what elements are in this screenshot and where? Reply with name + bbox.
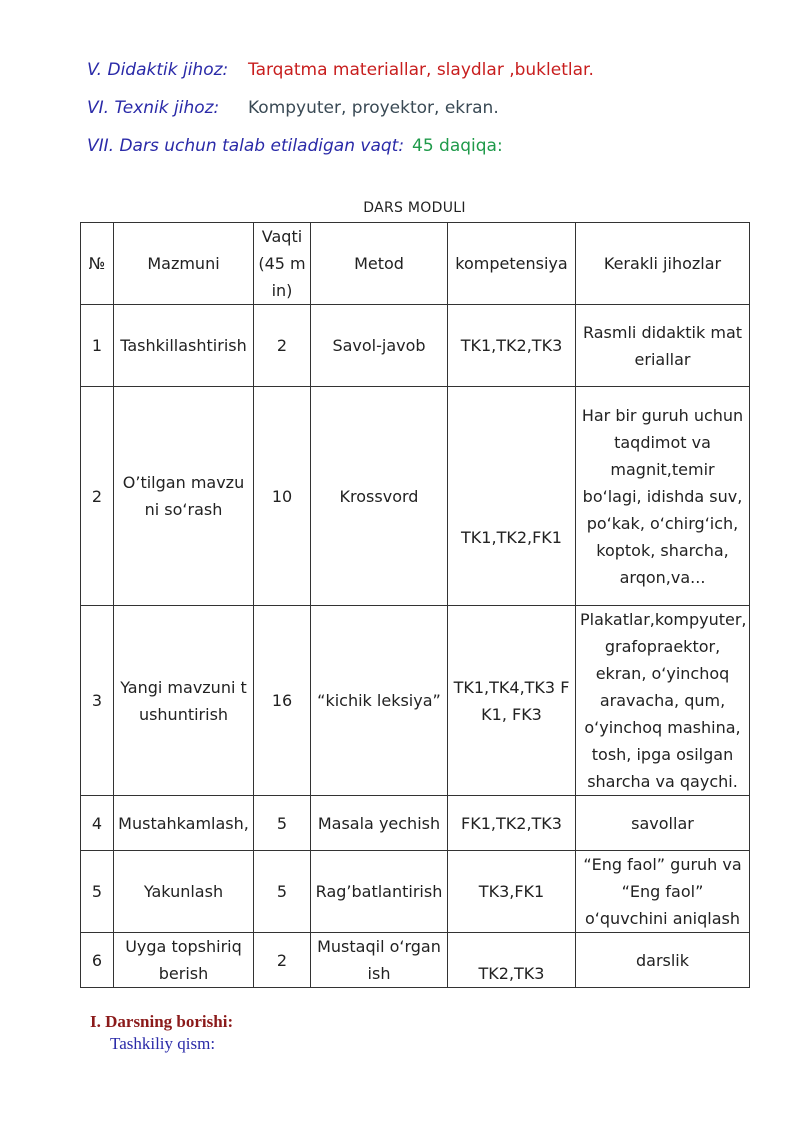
header-number: № <box>81 223 114 305</box>
texnik-jihoz-line <box>87 98 499 118</box>
header-kompetensiya: kompetensiya <box>448 223 576 305</box>
table-row <box>81 796 750 851</box>
row-metod: Rag’batlantirish <box>311 851 448 933</box>
didaktik-jihoz-line <box>87 60 594 80</box>
row-jihozlar: savollar <box>576 796 750 851</box>
row-vaqti: 16 <box>254 606 311 796</box>
row-jihozlar: “Eng faol” guruh va “Eng faol” o‘quvchini aniqlash <box>576 851 750 933</box>
table-row <box>81 305 750 387</box>
dars-moduli-table <box>80 222 750 988</box>
row-kompetensiya: TK2,TK3 <box>448 933 576 988</box>
row-jihozlar: Har bir guruh uchun taqdimot va magnit,temir bo‘lagi, idishda suv, po‘kak, o‘chirg‘ich, koptok, sharcha, arqon,va... <box>576 387 750 606</box>
header-mazmuni: Mazmuni <box>114 223 254 305</box>
row-metod: Krossvord <box>311 387 448 606</box>
texnik-jihoz-value: Kompyuter, proyektor, ekran. <box>248 98 499 118</box>
row-vaqti: 5 <box>254 796 311 851</box>
row-metod: “kichik leksiya” <box>311 606 448 796</box>
didaktik-jihoz-label: V. Didaktik jihoz: <box>87 60 229 80</box>
section-subheading: Tashkiliy qism: <box>110 1034 216 1053</box>
row-metod: Masala yechish <box>311 796 448 851</box>
row-metod: Savol-javob <box>311 305 448 387</box>
texnik-jihoz-label: VI. Texnik jihoz: <box>87 98 220 118</box>
didaktik-jihoz-value: Tarqatma materiallar, slaydlar ,bukletlar. <box>248 60 594 80</box>
row-mazmuni: Mustahkamlash, <box>114 796 254 851</box>
row-mazmuni: Uyga topshiriq berish <box>114 933 254 988</box>
table-header-row <box>81 223 750 305</box>
row-jihozlar: darslik <box>576 933 750 988</box>
row-jihozlar: Plakatlar,kompyuter, grafopraektor, ekran, o‘yinchoq aravacha, qum, o‘yinchoq mashina, tosh, ipga osilgan sharcha va qaychi. <box>576 606 750 796</box>
row-vaqti: 2 <box>254 305 311 387</box>
row-mazmuni: Tashkillashtirish <box>114 305 254 387</box>
table-row <box>81 933 750 988</box>
row-mazmuni: O’tilgan mavzuni so‘rash <box>114 387 254 606</box>
row-kompetensiya: TK1,TK2,TK3 <box>448 305 576 387</box>
row-number: 6 <box>81 933 114 988</box>
row-jihozlar: Rasmli didaktik materiallar <box>576 305 750 387</box>
table-row <box>81 851 750 933</box>
row-number: 1 <box>81 305 114 387</box>
row-mazmuni: Yakunlash <box>114 851 254 933</box>
row-number: 5 <box>81 851 114 933</box>
header-vaqti: Vaqti (45 min) <box>254 223 311 305</box>
row-kompetensiya: TK3,FK1 <box>448 851 576 933</box>
dars-vaqti-label: VII. Dars uchun talab etiladigan vaqt: <box>87 136 405 156</box>
dars-vaqti-line <box>87 136 503 156</box>
row-vaqti: 5 <box>254 851 311 933</box>
row-metod: Mustaqil o‘rganish <box>311 933 448 988</box>
row-vaqti: 2 <box>254 933 311 988</box>
row-number: 3 <box>81 606 114 796</box>
header-metod: Metod <box>311 223 448 305</box>
row-mazmuni: Yangi mavzuni tushuntirish <box>114 606 254 796</box>
table-caption: DARS MODULI <box>363 200 466 216</box>
table-row <box>81 606 750 796</box>
row-number: 4 <box>81 796 114 851</box>
row-kompetensiya: TK1,TK4,TK3 FK1, FK3 <box>448 606 576 796</box>
table-row <box>81 387 750 606</box>
dars-vaqti-value: 45 daqiqa: <box>412 136 503 156</box>
section-heading: I. Darsning borishi: <box>90 1012 234 1031</box>
header-jihozlar: Kerakli jihozlar <box>576 223 750 305</box>
row-number: 2 <box>81 387 114 606</box>
row-vaqti: 10 <box>254 387 311 606</box>
row-kompetensiya: FK1,TK2,TK3 <box>448 796 576 851</box>
row-kompetensiya: TK1,TK2,FK1 <box>448 387 576 606</box>
